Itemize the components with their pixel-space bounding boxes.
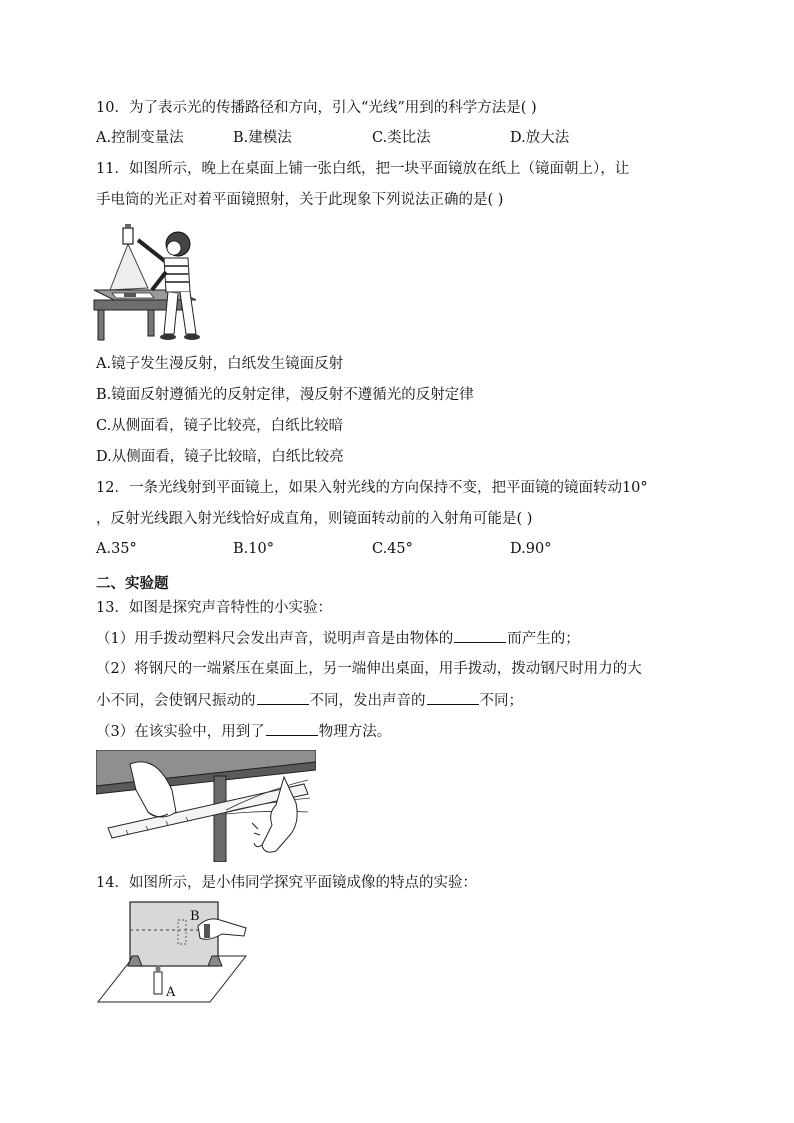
q13-part2-line2 bbox=[96, 690, 523, 711]
q14-stem: 14．如图所示，是小伟同学探究平面镜成像的特点的实验： bbox=[96, 875, 477, 891]
q13-part1-text: （1）用手拨动塑料尺会发出声音，说明声音是由物体的 bbox=[96, 631, 454, 647]
q11-stem-line2: 手电筒的光正对着平面镜照射，关于此现象下列说法正确的是( ) bbox=[96, 192, 504, 208]
q13-part1-tail: 而产生的； bbox=[507, 631, 580, 647]
q13-part2-mid: 不同，发出声音的 bbox=[309, 693, 426, 709]
q11-option-b: B.镜面反射遵循光的反射定律，漫反射不遵循光的反射定律 bbox=[96, 387, 474, 403]
q12-stem-line2: ，反射光线跟入射光线恰好成直角，则镜面转动前的入射角可能是( ) bbox=[96, 511, 533, 527]
flashlight-mirror-figure bbox=[92, 222, 204, 344]
q12-option-b: B.10° bbox=[233, 541, 274, 557]
label-b: B bbox=[190, 909, 200, 924]
q10-option-c: C.类比法 bbox=[372, 130, 431, 146]
q12-option-d: D.90° bbox=[510, 541, 552, 557]
section-title: 二、实验题 bbox=[96, 576, 169, 592]
q13-blank-3[interactable] bbox=[427, 690, 479, 705]
q12-option-c: C.45° bbox=[372, 541, 413, 557]
q10-stem: 10．为了表示光的传播路径和方向，引入“光线”用到的科学方法是( ) bbox=[96, 100, 537, 116]
q13-part3-tail: 物理方法。 bbox=[318, 724, 392, 740]
q13-blank-4[interactable] bbox=[266, 721, 318, 736]
q11-stem-line1: 11．如图所示，晚上在桌面上铺一张白纸，把一块平面镜放在纸上（镜面朝上），让 bbox=[96, 161, 630, 177]
q12-stem-line1: 12．一条光线射到平面镜上，如果入射光线的方向保持不变，把平面镜的镜面转动10° bbox=[96, 480, 648, 496]
q12-options bbox=[96, 539, 696, 559]
q13-stem: 13．如图是探究声音特性的小实验： bbox=[96, 600, 332, 616]
q13-part2-text: 小不同，会使钢尺振动的 bbox=[96, 693, 256, 709]
q13-part3-text: （3）在该实验中，用到了 bbox=[96, 724, 265, 740]
q13-blank-2[interactable] bbox=[257, 690, 309, 705]
q10-option-d: D.放大法 bbox=[510, 130, 570, 146]
q10-option-a: A.控制变量法 bbox=[96, 130, 184, 146]
q13-part3 bbox=[96, 721, 391, 742]
q11-option-a: A.镜子发生漫反射，白纸发生镜面反射 bbox=[96, 356, 344, 372]
q12-option-a: A.35° bbox=[96, 541, 137, 557]
plane-mirror-experiment-figure bbox=[96, 898, 248, 1004]
q10-option-b: B.建模法 bbox=[233, 130, 292, 146]
q10-options bbox=[96, 128, 696, 148]
q13-blank-1[interactable] bbox=[454, 628, 506, 643]
q13-part1 bbox=[96, 628, 580, 649]
plucking-hand-figure bbox=[250, 775, 308, 857]
q11-option-d: D.从侧面看，镜子比较暗，白纸比较亮 bbox=[96, 449, 344, 465]
q11-option-c: C.从侧面看，镜子比较亮，白纸比较暗 bbox=[96, 418, 344, 434]
q13-part2-tail: 不同； bbox=[479, 693, 523, 709]
q13-part2-line1: （2）将钢尺的一端紧压在桌面上，另一端伸出桌面，用手拨动，拨动钢尺时用力的大 bbox=[96, 661, 642, 677]
label-a: A bbox=[166, 985, 176, 1000]
